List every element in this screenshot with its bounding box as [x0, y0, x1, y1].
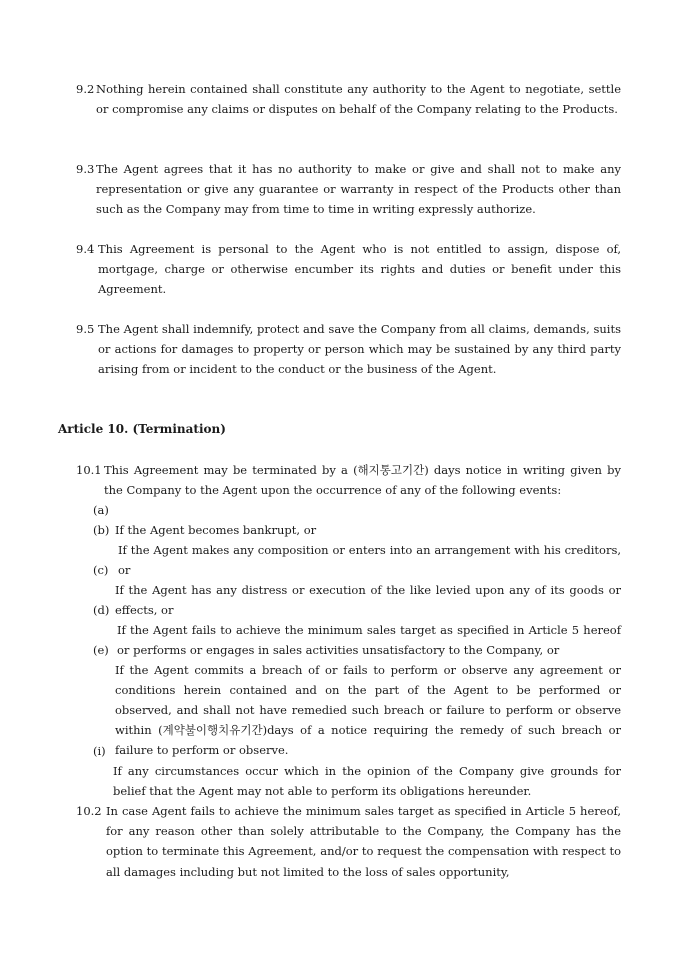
clause-number: 9.2: [76, 82, 95, 96]
clause-9-2: [76, 79, 621, 119]
clause-text: Nothing herein contained shall constitute any authority to the Agent to negotiate, settle or compromise any claims or disputes on behalf of the Company relating to the Products.: [96, 82, 621, 117]
clause-text: The Agent shall indemnify, protect and save the Company from all claims, demands, suits or actions for damages to property or person which may be sustained by any third party arising from or incident to the conduct or the business of the Agent.: [98, 322, 621, 377]
clause-9-4: [76, 239, 621, 300]
clause-number: 10.2: [76, 804, 102, 818]
item-text: If the Agent makes any composition or enters into an arrangement with his creditors, or: [118, 543, 621, 577]
article-10-heading: Article 10. (Termination): [58, 422, 226, 436]
clause-9-5: [76, 319, 621, 380]
item-i: [93, 741, 621, 801]
item-label: (e): [93, 643, 109, 657]
item-text: If the Agent fails to achieve the minimum sales target as specified in Article 5 hereof or performs or engages in sales activities unsatisfactory to the Company, or: [117, 623, 621, 657]
clause-text: The Agent agrees that it has no authority to make or give and shall not to make any representation or give any guarantee or warranty in respect of the Products other than such as the Company may from time to time in writing expressly authorize.: [96, 162, 621, 217]
clause-number: 9.3: [76, 162, 95, 176]
item-label: (d): [93, 603, 110, 617]
clause-text: This Agreement may be terminated by a (해지통고기간) days notice in writing given by the Company to the Agent upon the occurrence of any of the following events:: [104, 463, 621, 498]
clause-text: In case Agent fails to achieve the minimum sales target as specified in Article 5 hereof, for any reason other than solely attributable to the Company, the Company has the option to terminate this Agreement, and/or to request the compensation with respect to all damages including but not limited to the loss of sales opportunity,: [106, 804, 621, 879]
item-label: (i): [93, 744, 106, 758]
item-text: If the Agent commits a breach of or fails to perform or observe any agreement or conditions herein contained and on the part of the Agent to be performed or observed, and shall not have remedied such breach or failure to perform or observe within (계약불이행치유기간)days of a notice requiring the remedy of such breach or failure to perform or observe.: [115, 663, 621, 757]
clause-9-3: [76, 159, 621, 220]
clause-number: 9.4: [76, 242, 95, 256]
item-label: (a): [93, 503, 109, 517]
clause-number: 10.1: [76, 463, 102, 477]
item-label: (b): [93, 523, 110, 537]
item-text: If the Agent has any distress or execution of the like levied upon any of its goods or effects, or: [115, 583, 621, 617]
item-text: If any circumstances occur which in the opinion of the Company give grounds for belief that the Agent may not able to perform its obligations hereunder.: [113, 764, 621, 798]
clause-10-2: [76, 801, 621, 882]
clause-10-1: [76, 460, 621, 500]
clause-text: This Agreement is personal to the Agent who is not entitled to assign, dispose of, mortgage, charge or otherwise encumber its rights and duties or benefit under this Agreement.: [98, 242, 621, 297]
item-text: If the Agent becomes bankrupt, or: [115, 523, 317, 537]
clause-number: 9.5: [76, 322, 95, 336]
item-label: (c): [93, 563, 109, 577]
